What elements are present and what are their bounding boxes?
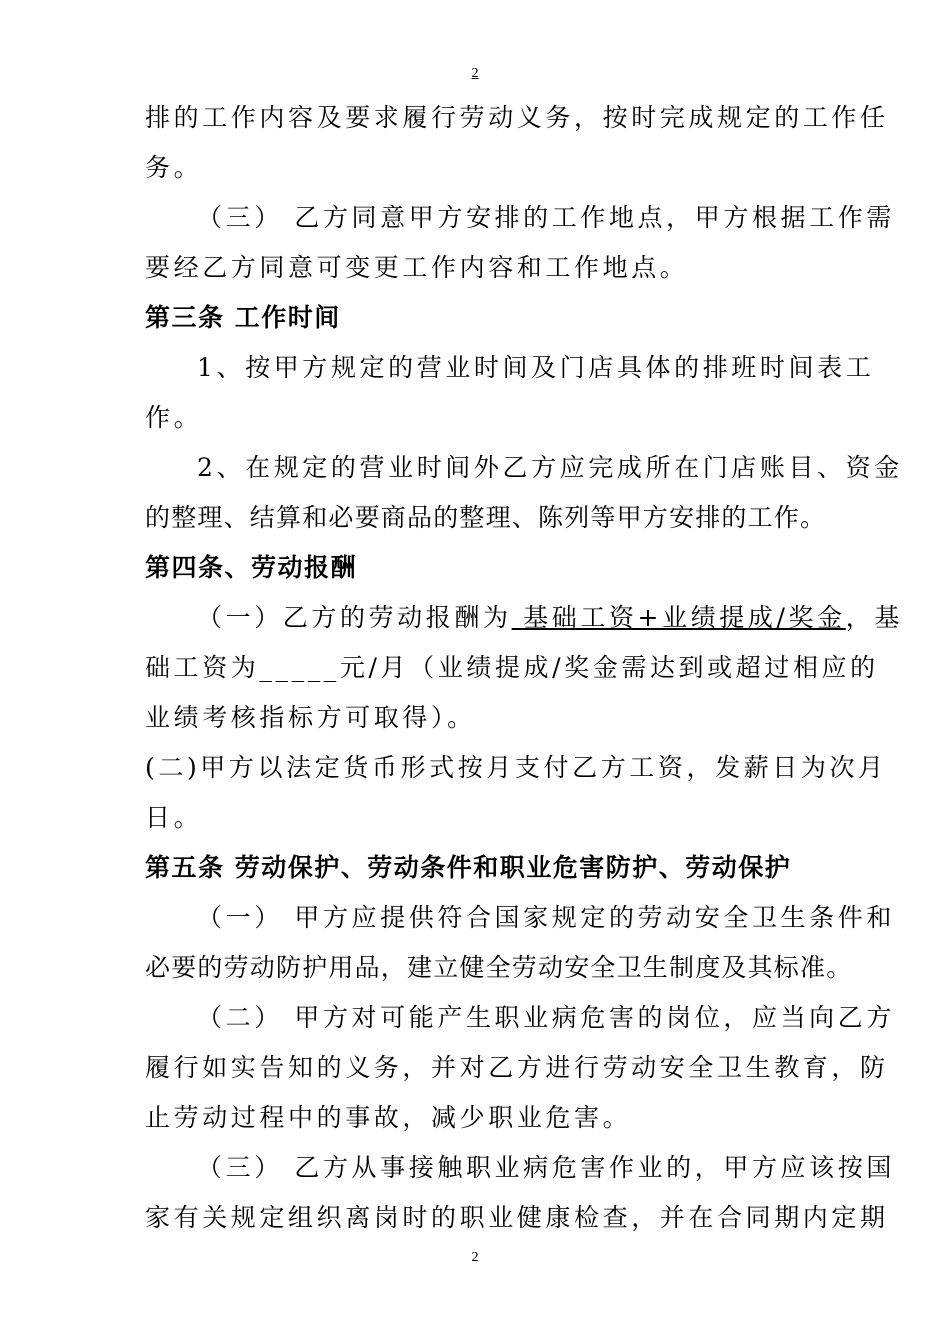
text-segment: 础工资为 xyxy=(145,653,260,682)
text-segment: ，基 xyxy=(845,603,903,632)
section-heading-article-5: 第五条 劳动保护、劳动条件和职业危害防护、劳动保护 xyxy=(145,853,792,882)
section-heading-article-3: 第三条 工作时间 xyxy=(145,303,341,332)
text-line: （三） 乙方从事接触职业病危害作业的，甲方应该按国 xyxy=(197,1153,895,1182)
salary-structure-value: 基础工资+业绩提成/奖金 xyxy=(511,603,846,632)
text-segment: 元/月（业绩提成/奖金需达到或超过相应的 xyxy=(339,653,879,682)
text-line: 家有关规定组织离岗时的职业健康检查，并在合同期内定期 xyxy=(145,1203,889,1232)
text-line: (二)甲方以法定货币形式按月支付乙方工资，发薪日为次月 xyxy=(145,753,887,782)
base-salary-blank: _____ xyxy=(259,653,340,682)
text-line: （一） 甲方应提供符合国家规定的劳动安全卫生条件和 xyxy=(197,903,895,932)
text-line: （三） 乙方同意甲方安排的工作地点，甲方根据工作需 xyxy=(197,203,895,232)
text-line: 作。 xyxy=(145,403,203,432)
text-line: 止劳动过程中的事故，减少职业危害。 xyxy=(145,1103,632,1132)
section-heading-article-4: 第四条、劳动报酬 xyxy=(145,553,358,582)
text-line: 1、按甲方规定的营业时间及门店具体的排班时间表工 xyxy=(197,353,875,382)
text-line: 排的工作内容及要求履行劳动义务，按时完成规定的工作任 xyxy=(145,103,889,132)
page-number-top: 2 xyxy=(471,66,479,81)
text-line: （二） 甲方对可能产生职业病危害的岗位，应当向乙方 xyxy=(197,1003,895,1032)
text-line xyxy=(197,603,903,633)
page-number-bottom: 2 xyxy=(471,1250,479,1265)
text-line: 履行如实告知的义务，并对乙方进行劳动安全卫生教育，防 xyxy=(145,1053,889,1082)
text-line: 务。 xyxy=(145,153,203,182)
text-segment: （一）乙方的劳动报酬为 xyxy=(197,603,512,632)
text-line: 要经乙方同意可变更工作内容和工作地点。 xyxy=(145,253,689,282)
text-line: 的整理、结算和必要商品的整理、陈列等甲方安排的工作。 xyxy=(145,503,827,532)
text-line: 日。 xyxy=(145,803,203,832)
text-line xyxy=(145,653,879,683)
text-line: 2、在规定的营业时间外乙方应完成所在门店账目、资金 xyxy=(197,453,903,482)
text-line: 必要的劳动防护用品，建立健全劳动安全卫生制度及其标准。 xyxy=(145,953,853,982)
text-line: 业绩考核指标方可取得）。 xyxy=(145,703,476,732)
